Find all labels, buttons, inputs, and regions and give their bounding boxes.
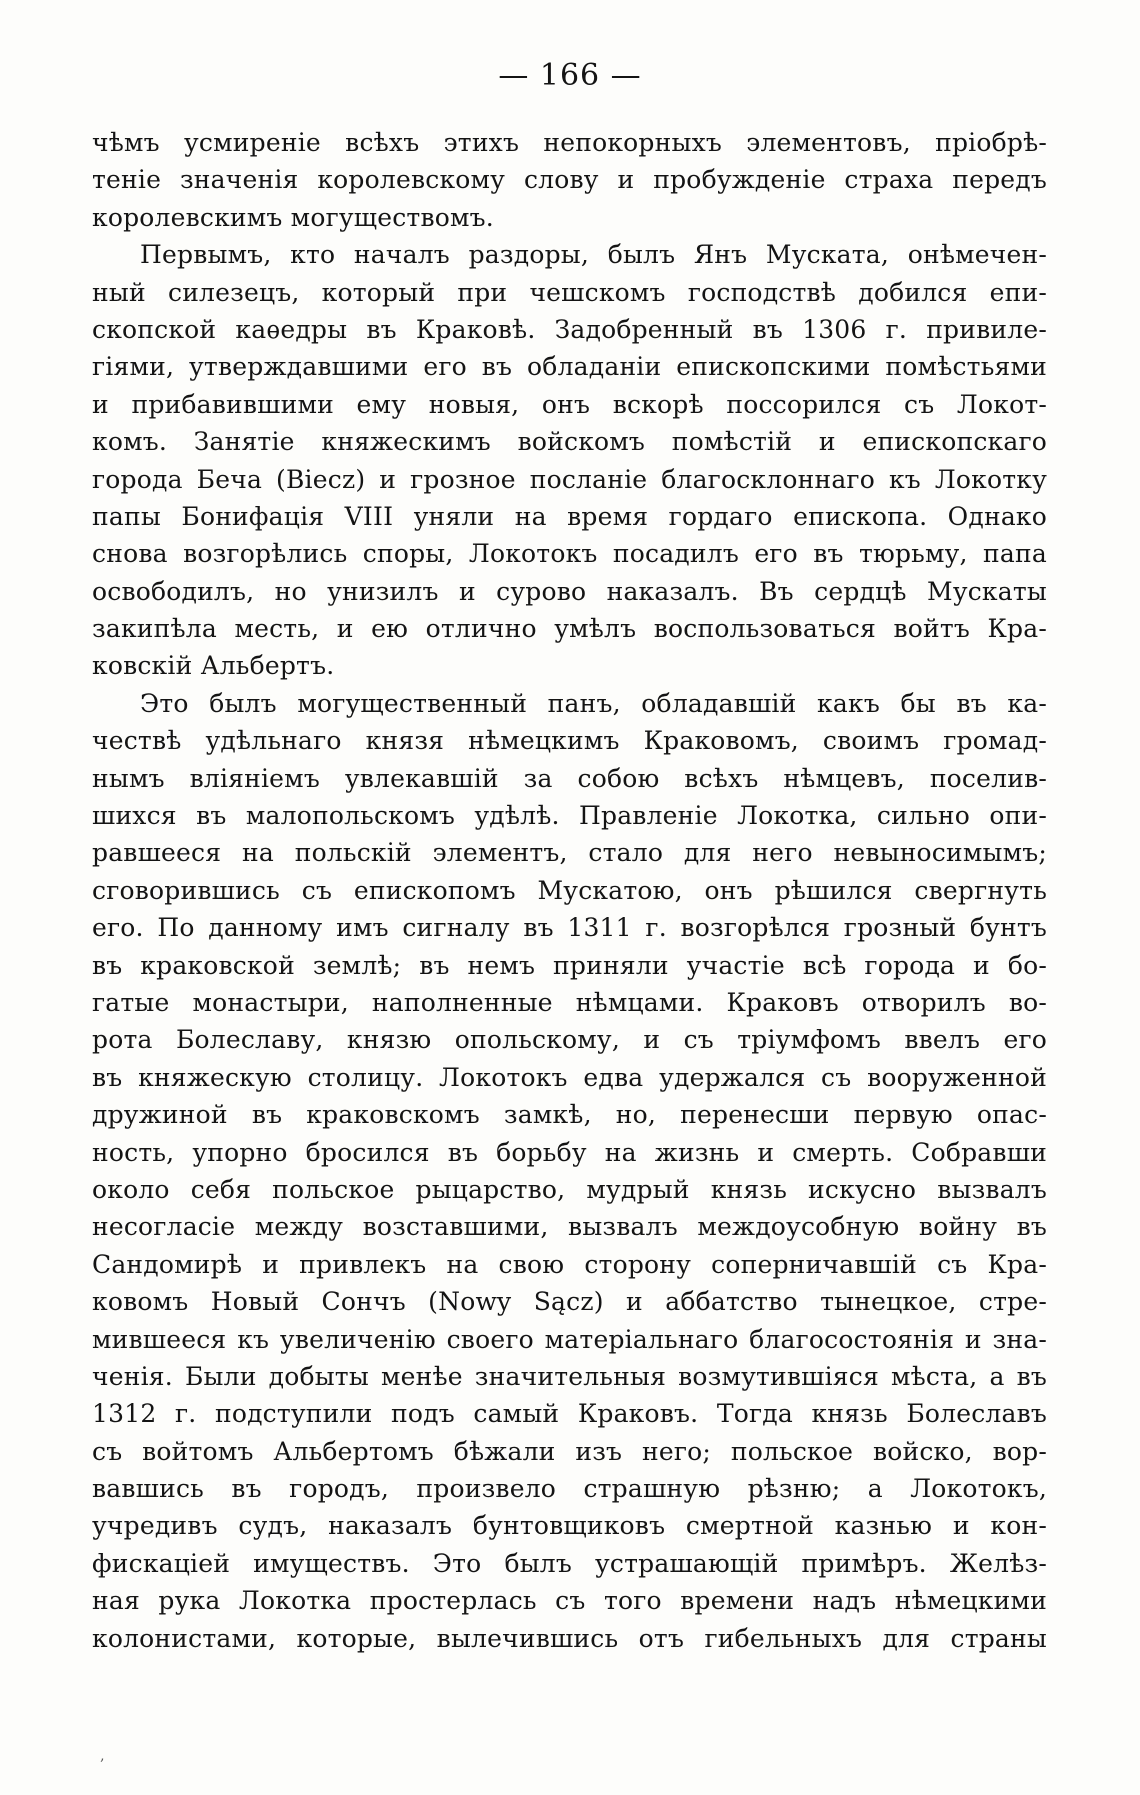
text-line: ность, упорно бросился въ борьбу на жизнь и смерть. Собравши: [92, 1137, 1047, 1167]
text-line: ковскій Альбертъ.: [92, 651, 335, 681]
text-line: шихся въ малопольскомъ удѣлѣ. Правленіе Локотка, сильно опи-: [92, 801, 1047, 831]
text-line: Сандомирѣ и привлекъ на свою сторону соперничавшій съ Кра-: [92, 1249, 1047, 1279]
text-line: гатые монастыри, наполненные нѣмцами. Краковъ отворилъ во-: [92, 987, 1047, 1017]
text-line: ковомъ Новый Сончъ (Nowy Sącz) и аббатство тынецкое, стре-: [92, 1287, 1047, 1317]
body-text: [92, 124, 1047, 1657]
text-line: его. По данному имъ сигналу въ 1311 г. возгорѣлся грозный бунтъ: [92, 913, 1047, 943]
text-line: освободилъ, но унизилъ и сурово наказалъ. Въ сердцѣ Мускаты: [92, 576, 1047, 606]
page-number: — 166 —: [498, 58, 642, 93]
text-line: гіями, утверждавшими его въ обладаніи епископскими помѣстьями: [92, 352, 1047, 382]
text-line: чествѣ удѣльнаго князя нѣмецкимъ Краковомъ, своимъ громад-: [92, 726, 1047, 756]
text-line: вавшись въ городъ, произвело страшную рѣзню; а Локотокъ,: [92, 1474, 1047, 1504]
text-line: фискаціей имуществъ. Это былъ устрашающій примѣръ. Желѣз-: [92, 1548, 1047, 1578]
text-line: рота Болеславу, князю опольскому, и съ тріумфомъ ввелъ его: [92, 1025, 1047, 1055]
text-line: и прибавившими ему новыя, онъ вскорѣ поссорился съ Локот-: [92, 389, 1047, 419]
text-line: теніе значенія королевскому слову и пробужденіе страха передъ: [92, 165, 1047, 195]
text-line: около себя польское рыцарство, мудрый князь искусно вызвалъ: [92, 1174, 1047, 1204]
text-line: въ краковской землѣ; въ немъ приняли участіе всѣ города и бо-: [92, 950, 1047, 980]
text-line: королевскимъ могуществомъ.: [92, 202, 494, 232]
text-line: ный силезецъ, который при чешскомъ господствѣ добился епи-: [92, 277, 1047, 307]
text-line: сговорившись съ епископомъ Мускатою, онъ рѣшился свергнуть: [92, 875, 1047, 905]
text-line: Первымъ, кто началъ раздоры, былъ Янъ Муската, онѣмечен-: [140, 240, 1047, 270]
text-line: ченія. Были добыты менѣе значительныя возмутившіяся мѣста, а въ: [92, 1361, 1047, 1391]
text-line: въ княжескую столицу. Локотокъ едва удержался съ вооруженной: [92, 1062, 1047, 1092]
text-line: города Беча (Biecz) и грозное посланіе благосклоннаго къ Локотку: [92, 464, 1047, 494]
text-line: ная рука Локотка простерлась съ того времени надъ нѣмецкими: [92, 1586, 1047, 1616]
text-line: колонистами, которые, вылечившись отъ гибельныхъ для страны: [92, 1623, 1047, 1653]
text-line: комъ. Занятіе княжескимъ войскомъ помѣстій и епископскаго: [92, 427, 1047, 457]
text-line: папы Бонифація VIII уняли на время гордаго епископа. Однако: [92, 501, 1047, 531]
text-line: Это былъ могущественный панъ, обладавшій какъ бы въ ка-: [140, 688, 1047, 718]
text-line: чѣмъ усмиреніе всѣхъ этихъ непокорныхъ элементовъ, пріобрѣ-: [92, 128, 1047, 157]
text-line: скопской каѳедры въ Краковѣ. Задобренный въ 1306 г. привиле-: [92, 314, 1047, 344]
text-line: дружиной въ краковскомъ замкѣ, но, перенесши первую опас-: [92, 1100, 1047, 1130]
text-line: мившееся къ увеличенію своего матеріальнаго благосостоянія и зна-: [92, 1324, 1047, 1354]
text-line: несогласіе между возставшими, вызвалъ междоусобную войну въ: [92, 1212, 1047, 1242]
text-line: нымъ вліяніемъ увлекавшій за собою всѣхъ нѣмцевъ, поселив-: [92, 763, 1047, 793]
text-line: учредивъ судъ, наказалъ бунтовщиковъ смертной казнью и кон-: [92, 1511, 1047, 1541]
margin-mark: ‚: [100, 1748, 105, 1764]
text-line: закипѣла месть, и ею отлично умѣлъ воспользоваться войтъ Кра-: [92, 614, 1047, 644]
text-line: равшееся на польскій элементъ, стало для него невыносимымъ;: [92, 838, 1047, 868]
text-line: съ войтомъ Альбертомъ бѣжали изъ него; польское войско, вор-: [92, 1436, 1047, 1466]
text-line: 1312 г. подступили подъ самый Краковъ. Тогда князь Болеславъ: [92, 1399, 1047, 1429]
text-line: снова возгорѣлись споры, Локотокъ посадилъ его въ тюрьму, папа: [92, 539, 1047, 569]
